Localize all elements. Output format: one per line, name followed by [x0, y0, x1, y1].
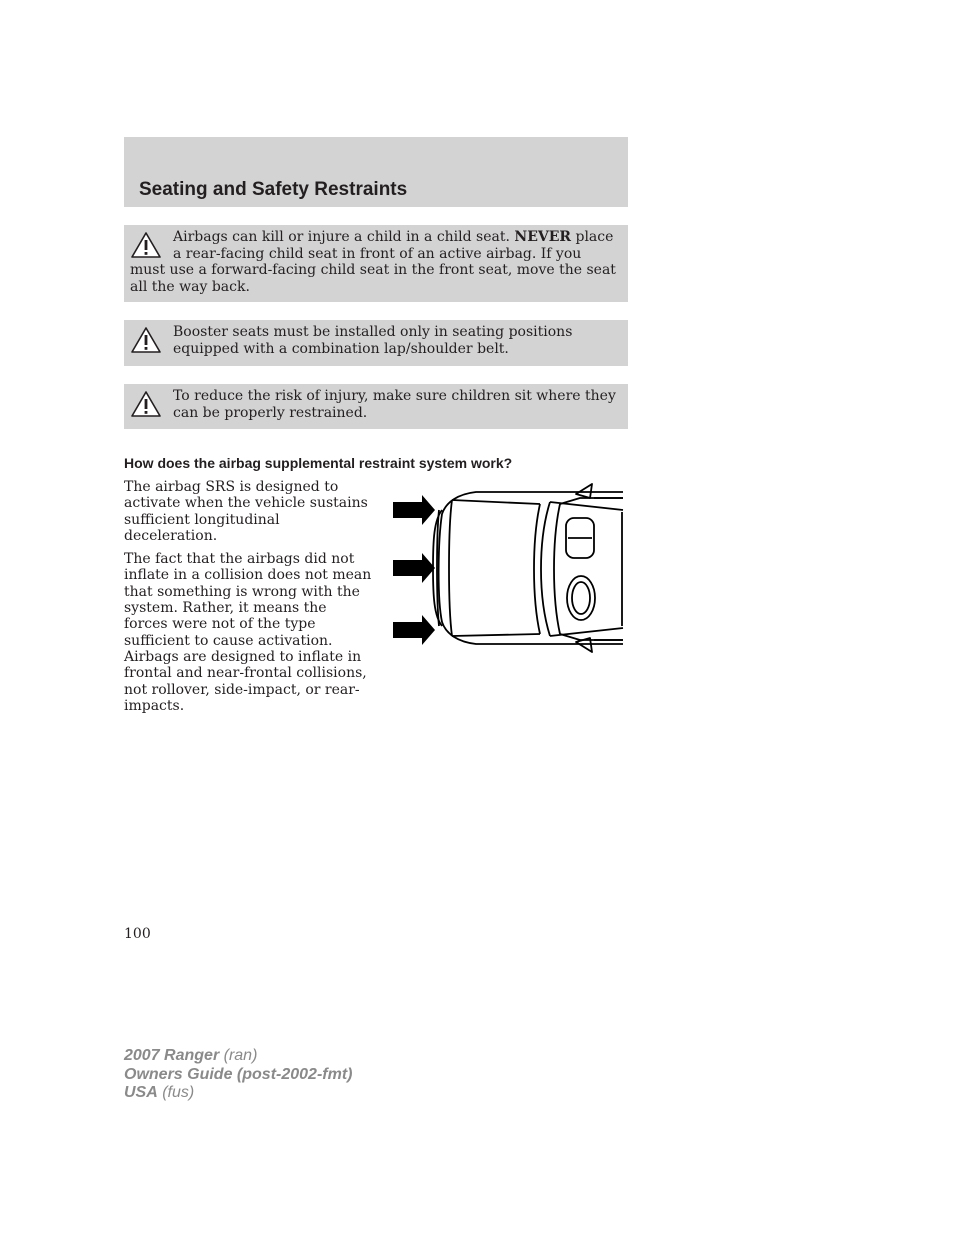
paragraph: The airbag SRS is designed to activate when the vehicle sustains sufficient longitudinal deceleration.: [124, 479, 368, 544]
warning-box-child-seat: [124, 225, 628, 302]
document-footer: [124, 1047, 352, 1103]
frontal-impact-car-diagram: [390, 480, 626, 658]
paragraph: The fact that the airbags did not inflate in a collision does not mean that something is wrong with the system. Rather, it means the forces were not of the type sufficient to cause activation. Airbags are designed to inflate in frontal and near-frontal collisions, not rollover, side-impact, or rear-impacts.: [124, 551, 372, 714]
warning-triangle-icon: [130, 390, 162, 418]
warning-emphasis: NEVER: [514, 229, 572, 245]
section-header-band: [124, 137, 628, 207]
body-text: [124, 479, 374, 721]
footer-line: [124, 1084, 352, 1103]
warning-text: Booster seats must be installed only in seating positions equipped with a combination lap/shoulder belt.: [173, 324, 573, 357]
impact-arrow-icon: [393, 615, 435, 645]
warning-text-part: Airbags can kill or injure a child in a child seat.: [173, 229, 515, 245]
footer-guide: Owners Guide (post-2002-fmt): [124, 1065, 353, 1083]
impact-arrows: [393, 495, 435, 645]
footer-market: USA: [124, 1084, 158, 1101]
page-number: 100: [124, 926, 151, 942]
footer-line: [124, 1066, 352, 1085]
page-title: Seating and Safety Restraints: [139, 179, 408, 200]
warning-text: To reduce the risk of injury, make sure children sit where they can be properly restrained.: [173, 388, 616, 421]
footer-model: 2007 Ranger: [124, 1047, 220, 1064]
footer-model-code: (ran): [219, 1047, 258, 1064]
warning-box-children-restrained: [124, 384, 628, 429]
section-heading: How does the airbag supplemental restraint system work?: [124, 455, 513, 471]
footer-market-code: (fus): [157, 1084, 195, 1101]
warning-text-part: place a rear-facing child seat in front of an active airbag. If you must use a forward-facing child seat in the front seat, move the seat all the way back.: [130, 229, 616, 295]
footer-line: [124, 1047, 352, 1066]
warning-triangle-icon: [130, 231, 162, 259]
warning-triangle-icon: [130, 326, 162, 354]
warning-box-booster-seats: [124, 320, 628, 366]
impact-arrow-icon: [393, 495, 435, 525]
impact-arrow-icon: [393, 553, 435, 583]
